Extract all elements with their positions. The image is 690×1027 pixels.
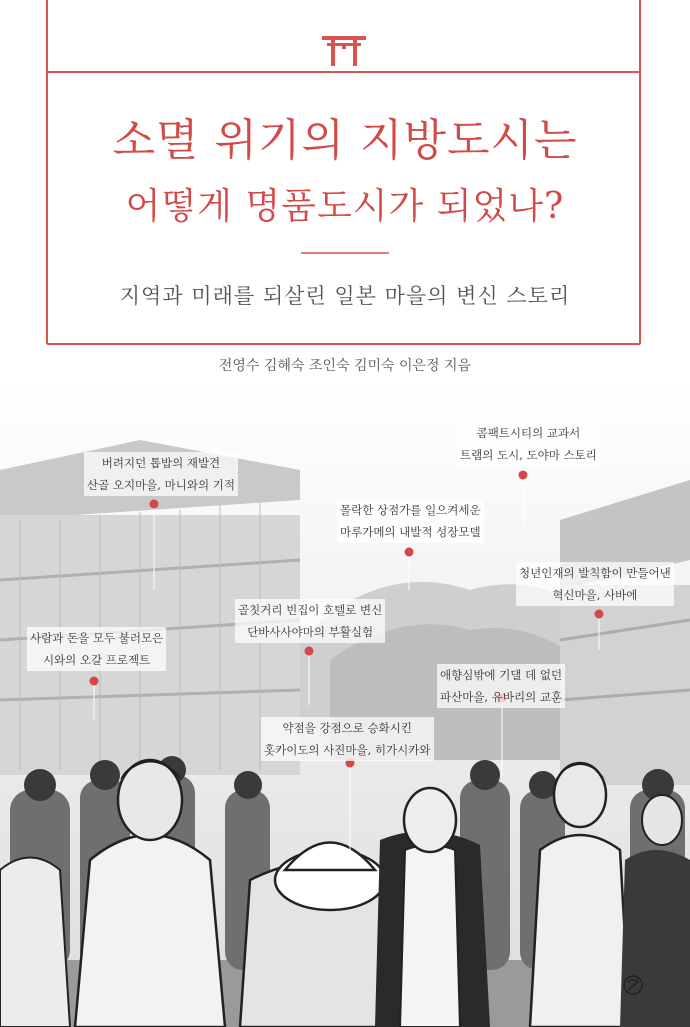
torii-gate-icon [322, 36, 366, 66]
story-marker [405, 548, 414, 557]
publisher-logo-icon [624, 976, 642, 994]
book-subtitle: 지역과 미래를 되살린 일본 마을의 변신 스토리 [119, 284, 571, 308]
story-caption: 콤팩트시티의 교과서 트램의 도시, 도야마 스토리 [457, 422, 600, 466]
book-title-line2: 어떻게 명품도시가 되었나? [125, 186, 565, 227]
authors-line: 전영수 김혜숙 조인숙 김미숙 이은정 지음 [218, 358, 472, 374]
story-marker [519, 471, 528, 480]
story-caption: 사람과 돈을 모두 불러모은 시와의 오갈 프로젝트 [27, 627, 166, 671]
story-caption: 약점을 강점으로 승화시킨 홋카이도의 사진마을, 히가시카와 [261, 717, 434, 761]
story-caption: 청년인재의 발칙함이 만들어낸 혁신마을, 사바에 [516, 562, 674, 606]
story-marker [90, 677, 99, 686]
story-caption: 애향심밖에 기댈 데 없던 파산마을, 유바리의 교훈 [437, 664, 565, 708]
story-caption: 버려지던 톱밥의 재발견 산골 오지마을, 마니와의 기적 [84, 452, 238, 496]
story-caption: 골칫거리 빈집이 호텔로 변신 단바사사야마의 부활실험 [235, 599, 385, 643]
story-marker [305, 647, 314, 656]
book-title-line1: 소멸 위기의 지방도시는 [112, 115, 578, 166]
story-caption: 몰락한 상점가를 일으켜세운 마루가메의 내발적 성장모델 [337, 499, 484, 543]
story-marker [595, 610, 604, 619]
story-marker [150, 500, 159, 509]
